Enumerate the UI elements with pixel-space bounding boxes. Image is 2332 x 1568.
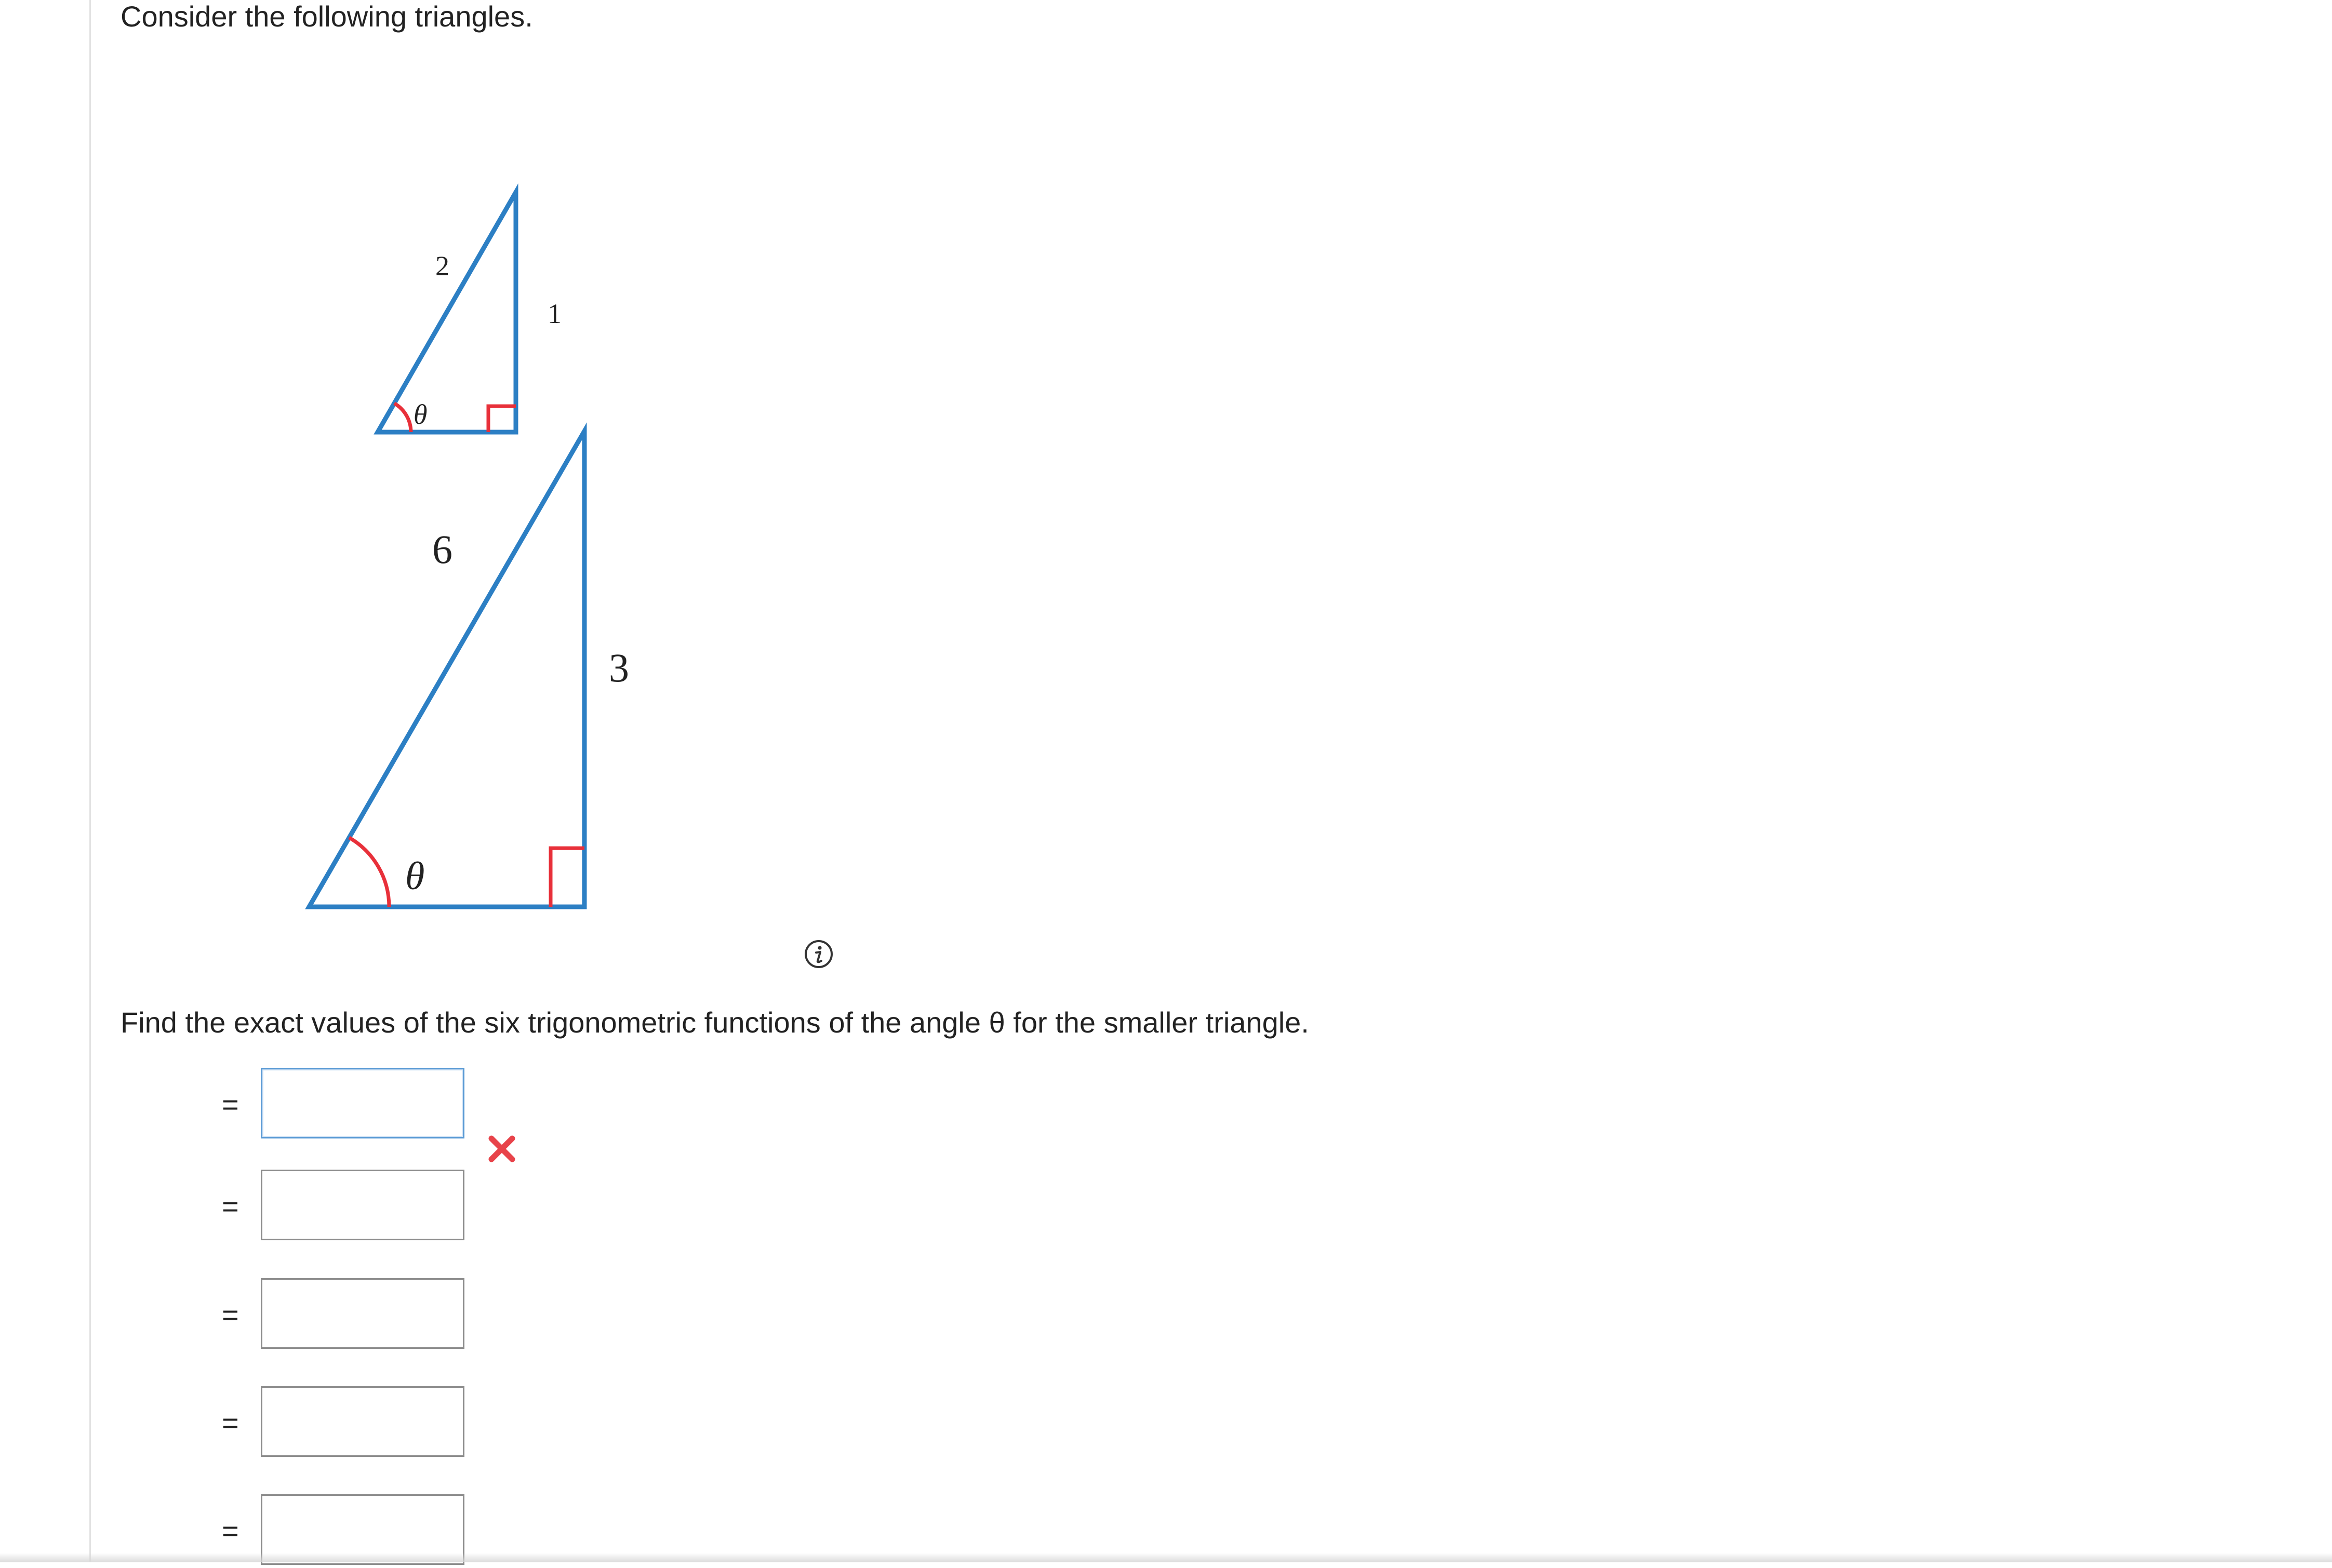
cos-equals: =	[222, 1190, 239, 1223]
sin-equals: =	[222, 1088, 239, 1121]
small-opposite-label: 1	[548, 298, 562, 329]
small-triangle	[378, 192, 562, 432]
large-triangle-outline	[309, 431, 584, 907]
sin-row	[0, 1068, 623, 1142]
large-opposite-label: 3	[609, 645, 629, 690]
info-icon[interactable]	[804, 939, 834, 969]
small-triangle-right-angle-mark	[488, 406, 516, 432]
sec-equals: =	[222, 1515, 239, 1547]
tan-equals: =	[222, 1298, 239, 1331]
csc-equals: =	[222, 1406, 239, 1439]
small-triangle-outline	[378, 192, 516, 432]
large-triangle-angle-arc	[349, 838, 389, 907]
small-hypotenuse-label: 2	[435, 250, 449, 282]
csc-row	[0, 1386, 623, 1460]
question-text: Find the exact values of the six trigonometric functions of the angle θ for the smaller triangle.	[121, 1006, 1309, 1039]
small-triangle-angle-arc	[394, 404, 411, 432]
tan-answer-input[interactable]	[261, 1278, 464, 1349]
large-hypotenuse-label: 6	[432, 527, 452, 572]
x-mark-icon	[486, 1133, 517, 1164]
large-triangle-right-angle-mark	[551, 848, 584, 907]
bottom-scroll-shadow	[0, 1553, 2332, 1562]
small-angle-label: θ	[414, 399, 428, 430]
cos-answer-input[interactable]	[261, 1170, 464, 1240]
sin-answer-input[interactable]	[261, 1068, 464, 1138]
large-angle-label: θ	[405, 854, 425, 898]
intro-text: Consider the following triangles.	[121, 0, 533, 33]
csc-answer-input[interactable]	[261, 1386, 464, 1457]
tan-row	[0, 1278, 623, 1352]
cos-row	[0, 1170, 623, 1243]
large-triangle	[309, 431, 629, 907]
